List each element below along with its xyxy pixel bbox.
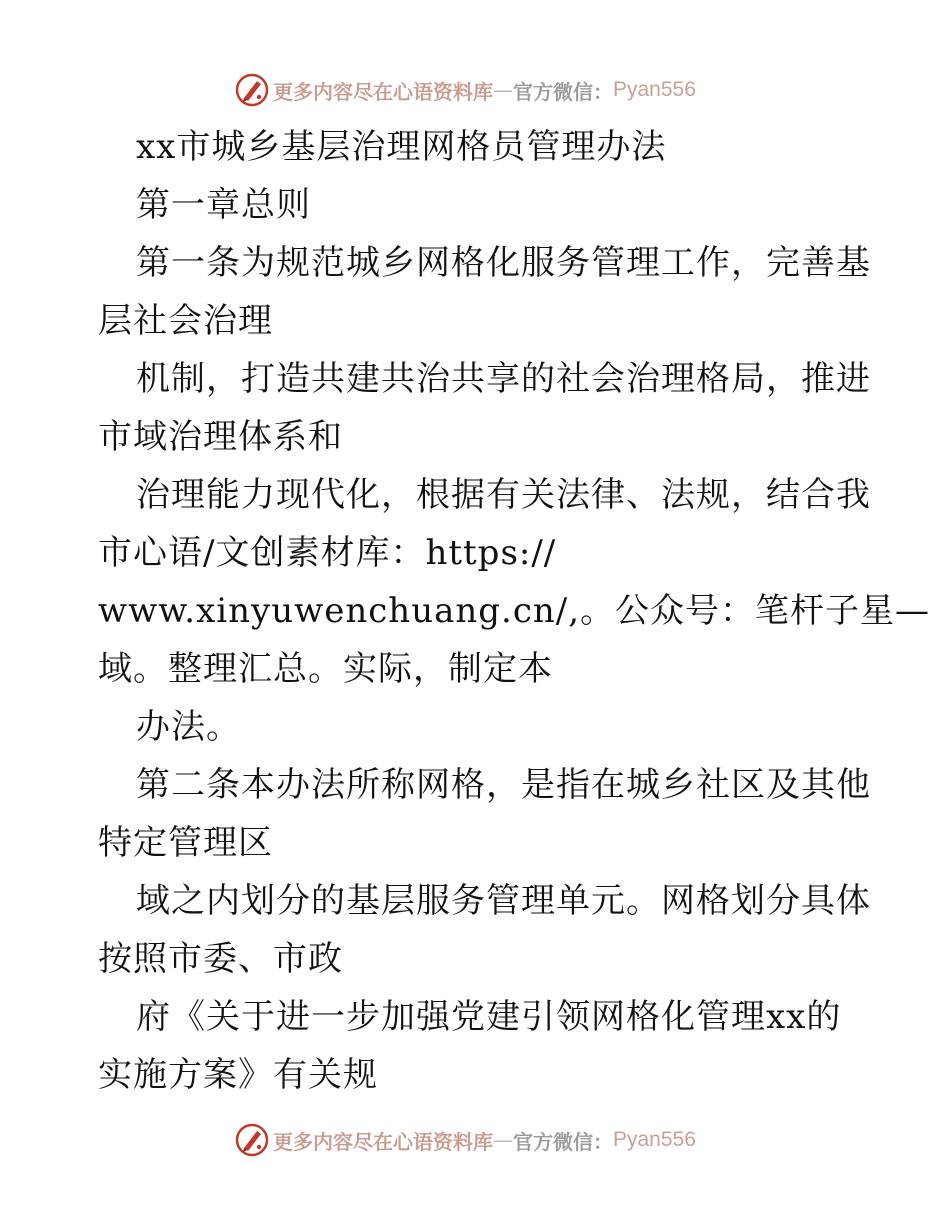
- pen-logo-icon: [235, 1123, 269, 1157]
- paragraph-line: 机制，打造共建共治共享的社会治理格局，推进: [136, 359, 871, 399]
- banner-wechat-label: 官方微信：: [513, 79, 613, 104]
- paragraph-line: 市域治理体系和: [98, 417, 343, 457]
- chapter-heading: 第一章总则: [136, 185, 311, 225]
- document-body: [98, 118, 931, 1104]
- paragraph-line: 第二条本办法所称网格，是指在城乡社区及其他: [136, 765, 871, 805]
- paragraph-line: 治理能力现代化，根据有关法律、法规，结合我: [136, 475, 871, 515]
- banner-separator: —: [493, 78, 513, 102]
- banner-main-text: 更多内容尽在心语资料库: [273, 79, 493, 104]
- paragraph-line: 按照市委、市政: [98, 939, 343, 979]
- paragraph-line: 域。整理汇总。实际，制定本: [98, 649, 553, 689]
- header-banner: [235, 72, 696, 108]
- banner-wechat-id: Pyan556: [613, 1128, 696, 1151]
- banner-separator: —: [493, 1128, 513, 1152]
- footer-banner: [235, 1122, 696, 1158]
- paragraph-line: 层社会治理: [98, 301, 273, 341]
- paragraph-line: 市心语/文创素材库：https://: [98, 533, 557, 573]
- paragraph-line: 特定管理区: [98, 823, 273, 863]
- paragraph-line: 府《关于进一步加强党建引领网格化管理xx的: [136, 997, 842, 1037]
- paragraph-line: 办法。: [136, 707, 241, 747]
- paragraph-line: 实施方案》有关规: [98, 1055, 378, 1095]
- document-title: xx市城乡基层治理网格员管理办法: [136, 127, 667, 167]
- paragraph-line: www.xinyuwenchuang.cn/,。公众号：笔杆子星—: [98, 591, 931, 631]
- banner-main-text: 更多内容尽在心语资料库: [273, 1129, 493, 1154]
- banner-wechat-id: Pyan556: [613, 78, 696, 101]
- pen-logo-icon: [235, 73, 269, 107]
- banner-wechat-label: 官方微信：: [513, 1129, 613, 1154]
- paragraph-line: 域之内划分的基层服务管理单元。网格划分具体: [136, 881, 871, 921]
- paragraph-line: 第一条为规范城乡网格化服务管理工作，完善基: [136, 243, 871, 283]
